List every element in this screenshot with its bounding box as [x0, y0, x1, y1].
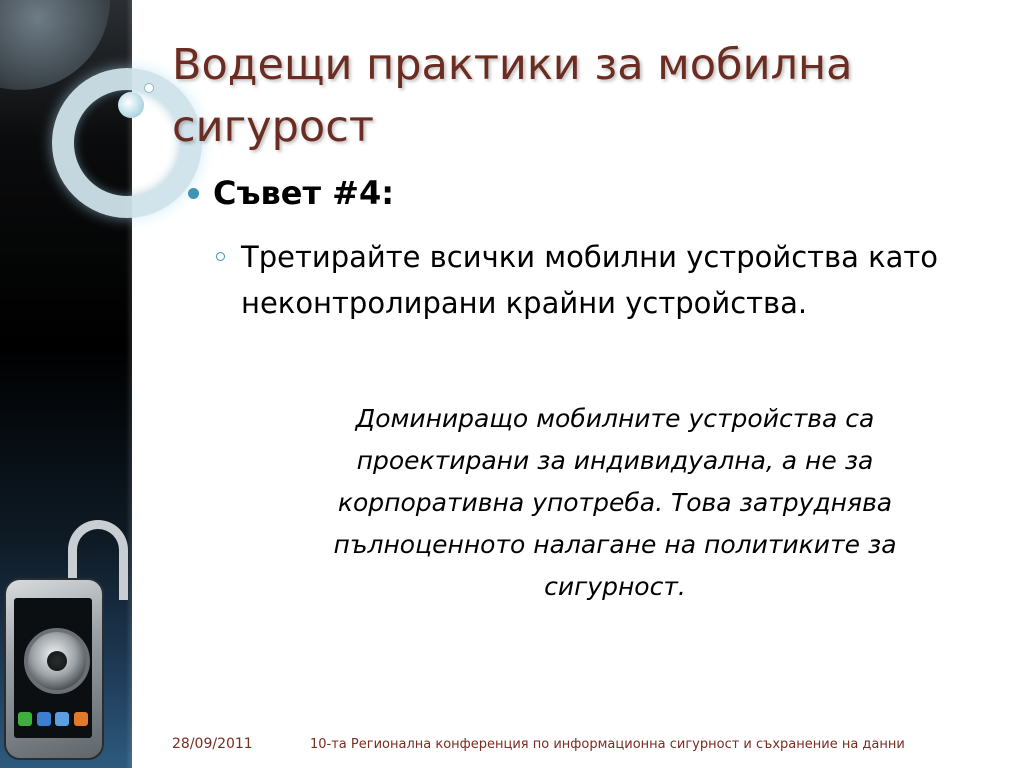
bullet-level1-text: Съвет #4:	[213, 174, 395, 212]
mail-app-icon	[37, 712, 51, 726]
quote-text: Доминиращо мобилните устройства са проектирани за индивидуална, а не за корпоративна употреба. Това затруднява пълноценното налагане на политиките за сигурност.	[333, 404, 897, 601]
bullet-level2	[216, 234, 976, 326]
phone-app-icon	[18, 712, 32, 726]
bullet-dot-icon	[188, 188, 199, 199]
decorative-dot-icon	[118, 92, 144, 118]
browser-app-icon	[55, 712, 69, 726]
combination-dial-icon	[24, 628, 90, 694]
footer-date: 28/09/2011	[172, 736, 253, 752]
music-app-icon	[74, 712, 88, 726]
phone-dock	[18, 712, 88, 732]
phone-screen	[14, 598, 92, 738]
bullet-level1	[188, 174, 394, 212]
slide-title: Водещи практики за мобилна сигурост	[172, 40, 853, 152]
footer-conference: 10-та Регионална конференция по информационна сигурност и съхранение на данни	[310, 737, 905, 752]
bullet-ring-icon	[216, 252, 225, 261]
bullet-level2-text: Третирайте всички мобилни устройства като неконтролирани крайни устройства.	[241, 240, 939, 320]
decorative-small-ring-icon	[144, 83, 154, 93]
padlock-phone-illustration-icon	[4, 578, 104, 760]
